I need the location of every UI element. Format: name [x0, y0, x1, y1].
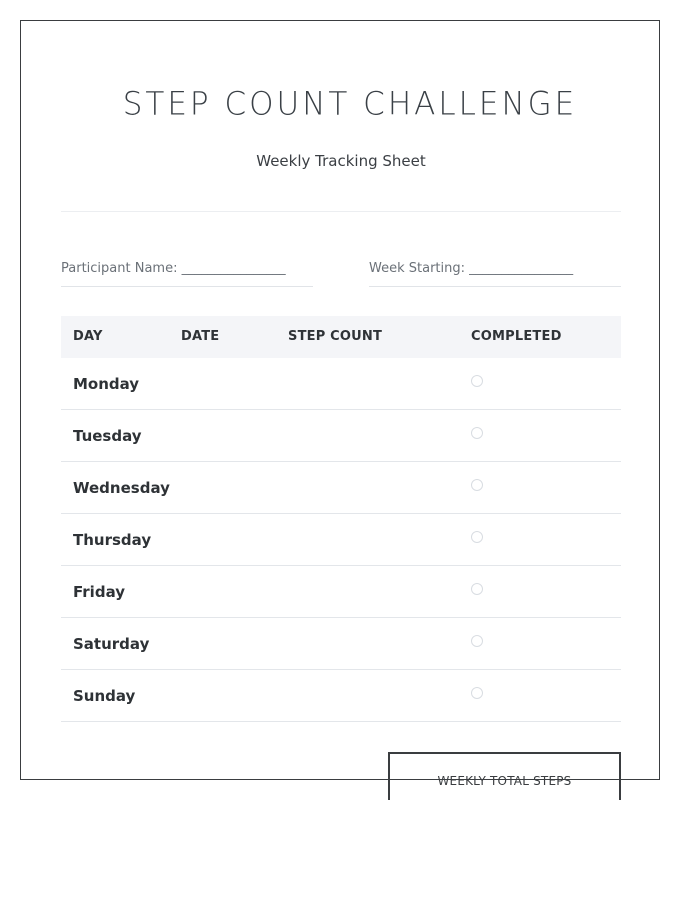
column-header-completed: COMPLETED	[471, 329, 562, 344]
table-row	[61, 410, 621, 462]
day-label: Tuesday	[73, 427, 142, 445]
day-label: Monday	[73, 375, 140, 393]
participant-name-field[interactable]: Participant Name: ________________	[61, 261, 313, 287]
table-row	[61, 566, 621, 618]
table-row	[61, 514, 621, 566]
column-header-day: DAY	[73, 329, 103, 344]
table-row	[61, 618, 621, 670]
day-label: Sunday	[73, 687, 136, 705]
completed-checkbox[interactable]	[471, 375, 483, 387]
day-label: Friday	[73, 583, 126, 601]
page-subtitle: Weekly Tracking Sheet	[256, 152, 426, 170]
completed-checkbox[interactable]	[471, 427, 483, 439]
weekly-total-box	[388, 752, 621, 800]
completed-checkbox[interactable]	[471, 583, 483, 595]
day-label: Wednesday	[73, 479, 170, 497]
completed-checkbox[interactable]	[471, 479, 483, 491]
day-label: Saturday	[73, 635, 150, 653]
completed-checkbox[interactable]	[471, 687, 483, 699]
day-label: Thursday	[73, 531, 152, 549]
weekly-total-label: WEEKLY TOTAL STEPS	[437, 774, 572, 788]
week-starting-field[interactable]: Week Starting: ________________	[369, 261, 621, 287]
table-row	[61, 462, 621, 514]
steps-table	[61, 316, 621, 722]
header-divider	[61, 211, 621, 212]
completed-checkbox[interactable]	[471, 635, 483, 647]
page-title: STEP COUNT CHALLENGE	[122, 85, 578, 123]
completed-checkbox[interactable]	[471, 531, 483, 543]
column-header-step-count: STEP COUNT	[288, 329, 383, 344]
table-row	[61, 358, 621, 410]
table-header	[61, 316, 621, 358]
column-header-date: DATE	[181, 329, 220, 344]
table-row	[61, 670, 621, 722]
